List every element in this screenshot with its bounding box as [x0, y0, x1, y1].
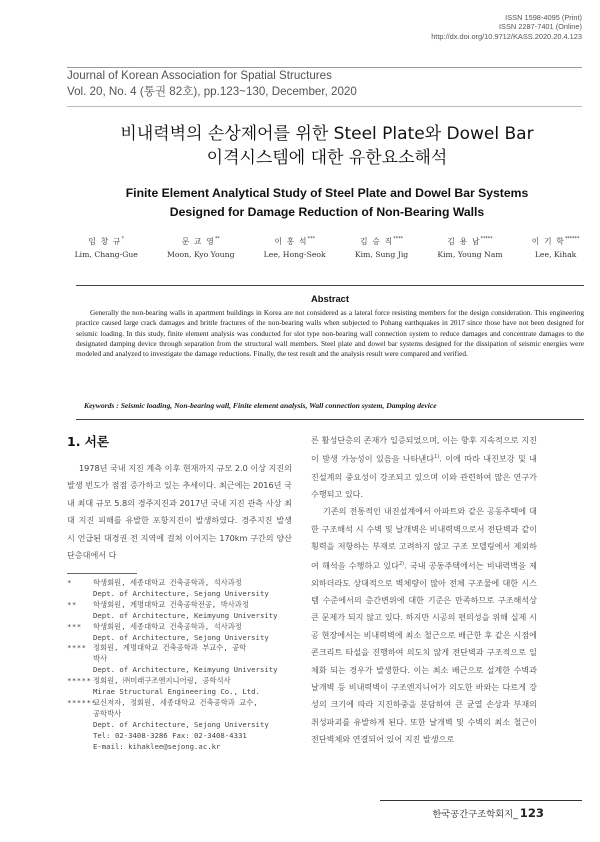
footnote-line: 학생회원, 세종대학교 건축공학과, 석사과정	[93, 578, 242, 587]
reference-mark[interactable]: 1)	[434, 454, 440, 461]
footnote-line: 정회원, 계명대학교 건축공학과 부교수, 공학	[93, 643, 247, 653]
footnote	[67, 676, 292, 698]
footnote-line: 학생회원, 세종대학교 건축공학과, 석사과정	[93, 621, 242, 631]
footnote-mark: *	[67, 578, 72, 587]
footnote-line: 공학박사	[93, 708, 122, 718]
footnote-mark: **	[67, 599, 77, 609]
author	[75, 233, 138, 261]
journal-rule	[67, 106, 582, 107]
author-name-en: Lee, Hong-Seok	[263, 250, 326, 259]
page-footer	[432, 806, 544, 820]
body-paragraph	[311, 503, 537, 748]
left-column	[67, 460, 292, 564]
issn-online: ISSN 2287-7401 (Online)	[499, 22, 582, 32]
journal-name: Journal of Korean Association for Spatial Structures	[67, 69, 332, 82]
keywords: Keywords : Seismic loading, Non-bearing wall, Finite element analysis, Wall connection system, Damping device	[84, 401, 437, 410]
footnote-line: Dept. of Architecture, Keimyung University	[93, 610, 278, 620]
footnote-mark: ****	[67, 643, 87, 653]
footnote-line: 박사	[93, 654, 108, 664]
body-text: . 국내 공동주택에서는 비내력벽을 제외하더라도 상대적으로 벽체량이 많아 전체 구조물에 대한 시스템 수준에서의 층간변위에 대한 기준은 만족하므로 구조해석상 큰 문제가 되지 않고 있다. 하지만 시공의 편의성을 위해 실제 시공 현장에서는 비내력벽에 최소 철근으로 배근한 후 같은 시점에 콘크리트 타설을 진행하여 의도치 않게 전단벽과 구조적으로 일체화 되는 경우가 발생한다. 이는 최소 배근으로 설계한 수벽과 날개벽 등 비내력벽이 구조엔지니어가 의도한 바와는 다르게 강성의 크기에 따라 지진하중을 분담하여 큰 균열 손상과 부재의 취성파괴를 유발하게 된다. 또한 날개벽 및 수벽의 최소 철근이 전단벽체와 연결되어 있어 지진 발생으로	[311, 560, 537, 745]
author-mark: *****	[480, 237, 493, 242]
author-list	[60, 233, 594, 261]
footnote-line: Mirae Structural Engineering Co., Ltd.	[93, 687, 260, 697]
footnote	[67, 600, 292, 622]
footer-rule	[380, 800, 582, 801]
author-mark: ****	[393, 237, 403, 242]
body-text: 기존의 전통적인 내진설계에서 아파트와 같은 공동주택에 대한 구조해석 시 수벽 및 날개벽은 비내력벽으로서 전단벽과 같이 횡력을 저항하는 부재로 고려하지 않고 구조 모델링에서 제외하여 해석을 수행하고 있다	[311, 506, 537, 571]
footnote-line: Dept. of Architecture, Sejong University	[93, 719, 269, 729]
reference-mark[interactable]: 2)	[398, 560, 405, 567]
body-text: . 이에 따라 내진보강 및 내진설계의 중요성이 강조되고 있으며 이와 관련하여 많은 연구가 수행되고 있다.	[311, 454, 537, 499]
footnote-line: 학생회원, 계명대학교 건축공학전공, 박사과정	[93, 599, 249, 609]
footnote	[67, 578, 292, 600]
abstract-heading: Abstract	[310, 293, 350, 304]
right-column	[311, 432, 537, 749]
author-mark: **	[214, 237, 220, 242]
author	[355, 233, 408, 261]
author-name-ko: 이 기 학	[531, 237, 565, 246]
issn-block	[431, 13, 582, 41]
author	[167, 233, 235, 261]
author-mark: ***	[307, 237, 315, 242]
footnotes	[67, 578, 292, 753]
title-korean-line1: 비내력벽의 손상제어를 위한 Steel Plate와 Dowel Bar	[120, 124, 534, 144]
author-name-en: Lim, Chang-Gue	[74, 250, 138, 259]
author	[532, 233, 580, 261]
author-name-en: Lee, Kihak	[534, 250, 577, 259]
body-text: 른 활성단층의 존재가 입증되었으며, 이는 향후 지속적으로 지진이 발생 가능성이 있음을 나타낸다	[311, 435, 537, 465]
page-number: 123	[519, 806, 544, 820]
abstract-bottom-rule	[76, 419, 584, 420]
title-korean-line2: 이격시스템에 대한 유한요소해석	[206, 148, 448, 168]
footnote-mark: ******	[67, 697, 97, 707]
footnote	[67, 622, 292, 644]
author-name-en: Moon, Kyo Young	[167, 250, 235, 259]
author-name-en: Kim, Young Nam	[437, 250, 503, 259]
title-english-line1: Finite Element Analytical Study of Steel Plate and Dowel Bar Systems	[125, 186, 529, 200]
footnote-line: Dept. of Architecture, Keimyung University	[93, 665, 278, 675]
footnote-mark: *****	[67, 676, 92, 686]
author	[437, 233, 502, 261]
footnote	[67, 643, 292, 676]
issn-print: ISSN 1598-4095 (Print)	[505, 13, 582, 22]
doi-link[interactable]: http://dx.doi.org/10.9712/KASS.2020.20.4.123	[431, 31, 582, 41]
author-name-ko: 이 홍 석	[274, 237, 308, 246]
abstract-top-rule	[76, 285, 584, 286]
author-name-ko: 문 교 영	[181, 237, 215, 246]
author-mark: ******	[564, 237, 580, 242]
footnote-mark: ***	[67, 621, 82, 631]
abstract-text: Generally the non-bearing walls in apartment buildings in Korea are not considered as a lateral force resisting members for the design consideration. This engineering practice caused large crack damages and brittle fractures of the non-bearing walls when subjected to Pohang earthquakes in 2017 since those have not been designed for seismic loading. In this study, finite element analysis was conducted for slot type non-bearing wall connection system to reduce damages and concentrate damages to the designated damping device through separation from the structural wall members. Steel plate and dowel bar systems designed for the dissipation of seismic energies were modeled and analyzed to investigate the damage reductions. Finally, the test result and the analysis result were compared and verified.	[76, 308, 584, 359]
footnote-line[interactable]: E-mail: kihaklee@sejong.ac.kr	[93, 741, 221, 751]
author-mark: *	[121, 237, 124, 242]
footnote-line: 교신저자, 정회원, 세종대학교 건축공학과 교수,	[93, 697, 258, 707]
body-paragraph	[311, 432, 537, 503]
intro-paragraph: 1978년 국내 지진 계측 이후 현재까지 규모 2.0 이상 지진의 발생 빈도가 점점 증가하고 있는 추세이다. 최근에는 2016년 국내 최대 규모 5.8의 경주지진과 2017년 국내 지진 관측 사상 최대 지진 피해를 유발한 포항지진이 발생하였다. 경주지진 발생 시 언급된 대경권 전 지역에 걸쳐 이어지는 170km 구간의 양산 단층대에서 다	[67, 463, 292, 561]
footnote	[67, 698, 292, 753]
author	[264, 233, 326, 261]
author-name-en: Kim, Sung Jig	[354, 250, 409, 259]
footnote-line: 정회원, ㈜미래구조엔지니어링, 공학석사	[93, 676, 231, 686]
journal-info	[67, 68, 357, 100]
footnote-rule	[67, 573, 137, 574]
author-name-ko: 김 승 직	[360, 237, 394, 246]
footnote-line: Dept. of Architecture, Sejong University	[93, 632, 269, 642]
section-heading: 1. 서론	[67, 434, 109, 449]
footnote-line: Dept. of Architecture, Sejong University	[93, 588, 269, 598]
footer-journal: 한국공간구조학회지_	[432, 809, 518, 820]
footnote-line: Tel: 02-3408-3286 Fax: 02-3408-4331	[93, 730, 247, 740]
author-name-ko: 임 창 규	[88, 237, 122, 246]
title-english-line2: Designed for Damage Reduction of Non-Bearing Walls	[169, 205, 485, 219]
volume-line: Vol. 20, No. 4 (통권 82호), pp.123~130, December, 2020	[67, 85, 357, 98]
author-name-ko: 김 용 남	[447, 237, 481, 246]
